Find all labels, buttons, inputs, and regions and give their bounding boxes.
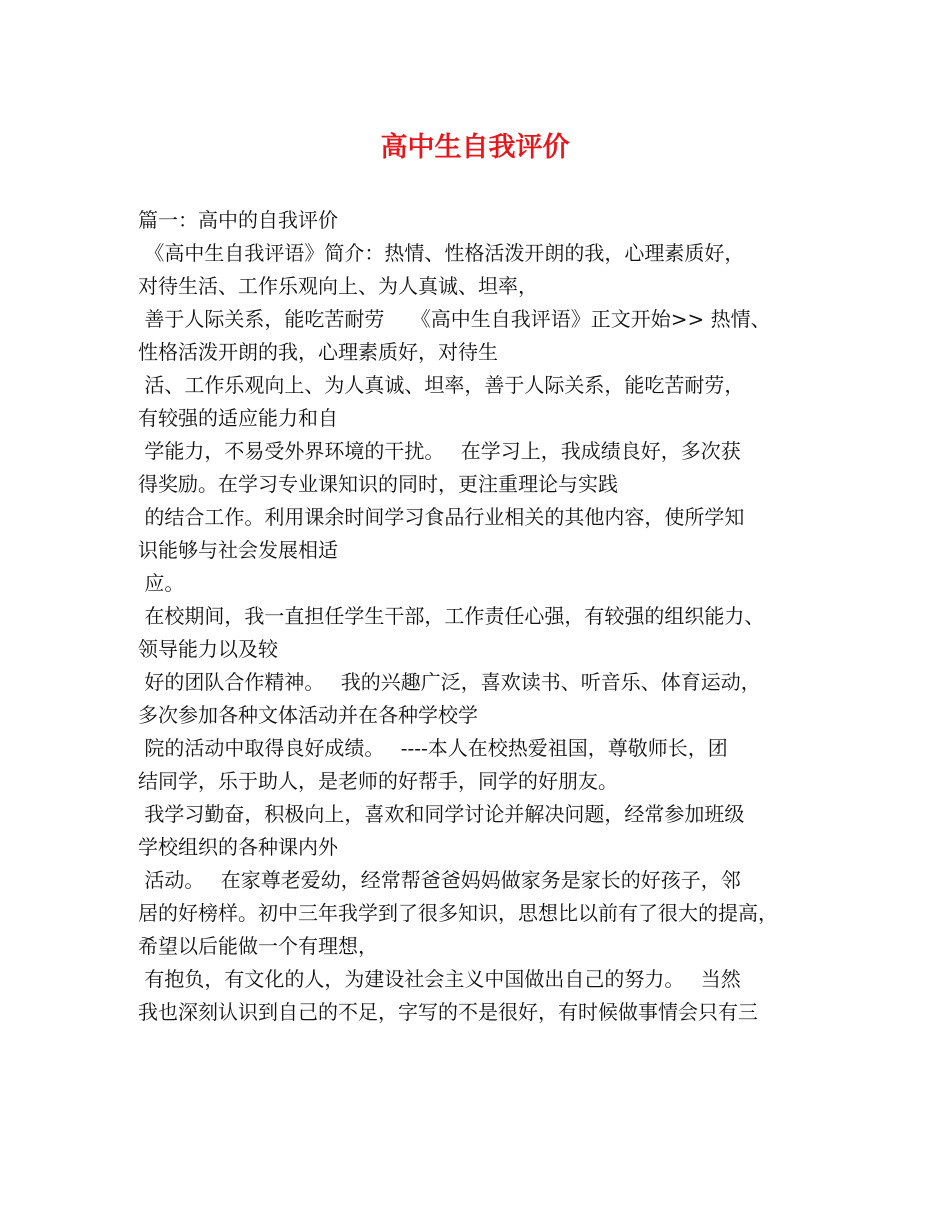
text-line: 活、工作乐观向上、为人真诚、坦率，善于人际关系，能吃苦耐劳， xyxy=(138,373,745,397)
text-line: 领导能力以及较 xyxy=(138,637,278,661)
text-line: 好的团队合作精神。 我的兴趣广泛，喜欢读书、听音乐、体育运动， xyxy=(138,670,761,694)
text-line: 有抱负，有文化的人，为建设社会主义中国做出自己的努力。 当然 xyxy=(138,967,741,991)
text-line: 我学习勤奋，积极向上，喜欢和同学讨论并解决问题，经常参加班级 xyxy=(138,802,745,826)
text-line: 活动。 在家尊老爱幼，经常帮爸爸妈妈做家务是家长的好孩子，邻 xyxy=(138,868,741,892)
text-line: 有较强的适应能力和自 xyxy=(138,406,338,430)
text-line: 学校组织的各种课内外 xyxy=(138,835,338,859)
text-line: 得奖励。在学习专业课知识的同时，更注重理论与实践 xyxy=(138,472,618,496)
text-line: 希望以后能做一个有理想， xyxy=(138,934,378,958)
text-line: 院的活动中取得良好成绩。 ----本人在校热爱祖国，尊敬师长，团 xyxy=(138,736,728,760)
text-line: 结同学，乐于助人，是老师的好帮手，同学的好朋友。 xyxy=(138,769,618,793)
document-body xyxy=(138,204,828,1029)
text-line: 的结合工作。利用课余时间学习食品行业相关的其他内容，使所学知 xyxy=(138,505,745,529)
text-line: 善于人际关系，能吃苦耐劳 《高中生自我评语》正文开始>> 热情、 xyxy=(138,307,771,331)
text-line: 性格活泼开朗的我，心理素质好，对待生 xyxy=(138,340,498,364)
text-line: 在校期间，我一直担任学生干部，工作责任心强，有较强的组织能力、 xyxy=(138,604,765,628)
text-line: 应。 xyxy=(138,571,185,595)
document-title: 高中生自我评价 xyxy=(380,132,570,163)
text-line: 识能够与社会发展相适 xyxy=(138,538,338,562)
text-line: 篇一：高中的自我评价 xyxy=(138,208,338,232)
text-line: 多次参加各种文体活动并在各种学校学 xyxy=(138,703,478,727)
text-line: 我也深刻认识到自己的不足，字写的不是很好，有时候做事情会只有三 xyxy=(138,1000,758,1024)
text-line: 对待生活、工作乐观向上、为人真诚、坦率， xyxy=(138,274,538,298)
text-line: 《高中生自我评语》简介：热情、性格活泼开朗的我，心理素质好， xyxy=(138,241,745,265)
text-line: 学能力，不易受外界环境的干扰。 在学习上，我成绩良好，多次获 xyxy=(138,439,741,463)
text-line: 居的好榜样。初中三年我学到了很多知识，思想比以前有了很大的提高， xyxy=(138,901,778,925)
